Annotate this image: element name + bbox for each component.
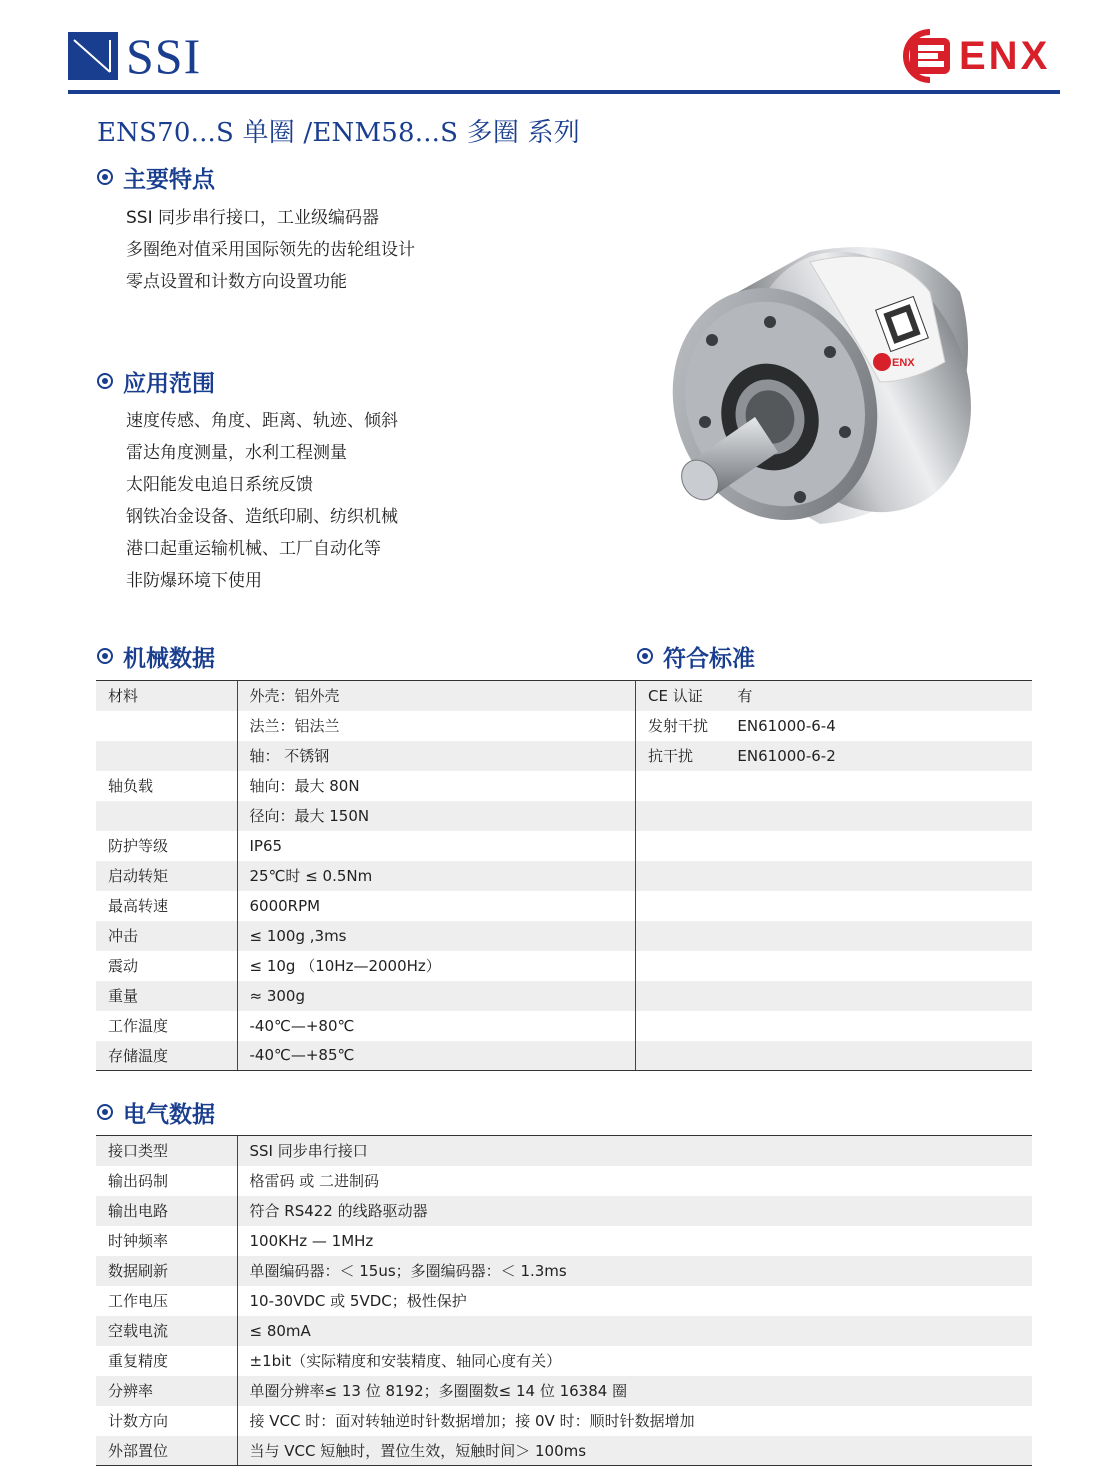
list-item: 港口起重运输机械、工厂自动化等 xyxy=(126,539,381,559)
table-row xyxy=(96,1166,1032,1196)
header-rule xyxy=(68,90,1060,94)
table-cell-label: 防护等级 xyxy=(96,831,237,861)
list-item: 多圈绝对值采用国际领先的齿轮组设计 xyxy=(126,240,415,260)
bullet-icon xyxy=(97,373,113,389)
encoder-product-image xyxy=(660,232,978,532)
table-cell-label: 空载电流 xyxy=(96,1316,237,1346)
table-cell-label xyxy=(96,711,237,741)
table-cell-value: EN61000-6-4 xyxy=(737,711,1032,741)
table-cell-value: 格雷码 或 二进制码 xyxy=(237,1166,1032,1196)
table-cell-label xyxy=(636,891,738,921)
table-row xyxy=(96,1256,1032,1286)
table-cell-value: ≤ 10g （10Hz—2000Hz） xyxy=(237,951,635,981)
table-row xyxy=(96,771,635,801)
table-cell-label xyxy=(636,1011,738,1041)
table-cell-value: ≤ 80mA xyxy=(237,1316,1032,1346)
table-cell-value: 单圈编码器：＜ 15us；多圈编码器：＜ 1.3ms xyxy=(237,1256,1032,1286)
bullet-icon xyxy=(97,648,113,664)
table-cell-label: 工作电压 xyxy=(96,1286,237,1316)
list-item: SSI 同步串行接口，工业级编码器 xyxy=(126,208,379,228)
mechanical-table xyxy=(96,680,635,1071)
table-cell-label xyxy=(636,801,738,831)
table-cell-value: 外壳：铝外壳 xyxy=(237,681,635,711)
bullet-icon xyxy=(637,648,653,664)
table-row xyxy=(96,1316,1032,1346)
applications-heading xyxy=(97,366,215,396)
table-cell-label: CE 认证 xyxy=(636,681,738,711)
table-cell-label xyxy=(636,831,738,861)
table-row xyxy=(96,921,635,951)
table-cell-value: ≈ 300g xyxy=(237,981,635,1011)
table-cell-label: 分辨率 xyxy=(96,1376,237,1406)
table-row xyxy=(96,861,635,891)
table-cell-value xyxy=(737,771,1032,801)
table-cell-value xyxy=(737,861,1032,891)
table-cell-label xyxy=(636,771,738,801)
table-cell-value: 100KHz — 1MHz xyxy=(237,1226,1032,1256)
table-cell-value: IP65 xyxy=(237,831,635,861)
table-cell-label: 抗干扰 xyxy=(636,741,738,771)
table-cell-value: 轴向：最大 80N xyxy=(237,771,635,801)
table-cell-label: 外部置位 xyxy=(96,1436,237,1466)
table-row xyxy=(636,951,1033,981)
table-row xyxy=(96,981,635,1011)
bullet-icon xyxy=(97,1104,113,1120)
table-row xyxy=(636,1041,1033,1071)
table-cell-label: 存储温度 xyxy=(96,1041,237,1071)
table-cell-value: 25℃时 ≤ 0.5Nm xyxy=(237,861,635,891)
table-cell-value xyxy=(737,801,1032,831)
table-row xyxy=(96,1226,1032,1256)
table-cell-label: 材料 xyxy=(96,681,237,711)
table-row xyxy=(636,1011,1033,1041)
table-row xyxy=(636,771,1033,801)
table-row xyxy=(96,711,635,741)
table-row xyxy=(96,951,635,981)
table-cell-value xyxy=(737,1041,1032,1071)
table-cell-label xyxy=(636,1041,738,1071)
table-cell-label xyxy=(636,921,738,951)
svg-text:ENX: ENX xyxy=(892,357,915,369)
table-row xyxy=(96,801,635,831)
table-cell-value: SSI 同步串行接口 xyxy=(237,1136,1032,1166)
table-cell-value: -40℃—+80℃ xyxy=(237,1011,635,1041)
table-cell-value: ±1bit（实际精度和安装精度、轴同心度有关） xyxy=(237,1346,1032,1376)
table-row xyxy=(636,681,1033,711)
table-row xyxy=(96,1011,635,1041)
table-cell-label: 接口类型 xyxy=(96,1136,237,1166)
table-row xyxy=(96,1196,1032,1226)
standards-heading xyxy=(637,641,755,671)
table-cell-value: 10-30VDC 或 5VDC；极性保护 xyxy=(237,1286,1032,1316)
table-cell-value: 符合 RS422 的线路驱动器 xyxy=(237,1196,1032,1226)
applications-list xyxy=(126,405,398,597)
list-item: 非防爆环境下使用 xyxy=(126,571,262,591)
features-heading-text: 主要特点 xyxy=(123,166,215,193)
list-item: 速度传感、角度、距离、轨迹、倾斜 xyxy=(126,411,398,431)
table-cell-value xyxy=(737,921,1032,951)
table-row xyxy=(636,801,1033,831)
table-cell-value: 轴： 不锈钢 xyxy=(237,741,635,771)
table-cell-value: 径向：最大 150N xyxy=(237,801,635,831)
standards-table xyxy=(635,680,1032,1071)
ssi-mark-icon xyxy=(68,32,118,80)
table-cell-label: 启动转矩 xyxy=(96,861,237,891)
bullet-icon xyxy=(97,169,113,185)
enx-mark-icon xyxy=(896,28,958,84)
table-cell-label: 数据刷新 xyxy=(96,1256,237,1286)
features-heading xyxy=(97,162,215,192)
table-cell-label: 轴负载 xyxy=(96,771,237,801)
document-title: ENS70...S 单圈 /ENM58...S 多圈 系列 xyxy=(97,118,580,148)
table-cell-value: 法兰：铝法兰 xyxy=(237,711,635,741)
table-cell-label: 输出码制 xyxy=(96,1166,237,1196)
list-item: 太阳能发电追日系统反馈 xyxy=(126,475,313,495)
table-cell-label xyxy=(636,861,738,891)
mechanical-heading-text: 机械数据 xyxy=(123,645,215,672)
table-row xyxy=(636,711,1033,741)
ssi-brand-text: SSI xyxy=(126,28,202,84)
table-cell-label: 工作温度 xyxy=(96,1011,237,1041)
table-row xyxy=(96,681,635,711)
table-cell-label: 重量 xyxy=(96,981,237,1011)
table-row xyxy=(96,831,635,861)
table-row xyxy=(96,1436,1032,1466)
table-cell-value: -40℃—+85℃ xyxy=(237,1041,635,1071)
table-row xyxy=(96,1406,1032,1436)
table-cell-label: 震动 xyxy=(96,951,237,981)
table-cell-value: 接 VCC 时：面对转轴逆时针数据增加；接 0V 时：顺时针数据增加 xyxy=(237,1406,1032,1436)
table-row xyxy=(636,741,1033,771)
table-row xyxy=(636,861,1033,891)
table-cell-label xyxy=(96,741,237,771)
table-row xyxy=(636,831,1033,861)
table-cell-label: 冲击 xyxy=(96,921,237,951)
table-row xyxy=(96,891,635,921)
table-cell-label xyxy=(96,801,237,831)
list-item: 零点设置和计数方向设置功能 xyxy=(126,272,347,292)
table-cell-label xyxy=(636,951,738,981)
electrical-table xyxy=(96,1135,1032,1466)
table-row xyxy=(636,981,1033,1011)
table-row xyxy=(636,891,1033,921)
table-cell-value: 当与 VCC 短触时，置位生效，短触时间＞ 100ms xyxy=(237,1436,1032,1466)
table-cell-value: 单圈分辨率≤ 13 位 8192；多圈圈数≤ 14 位 16384 圈 xyxy=(237,1376,1032,1406)
table-cell-value xyxy=(737,891,1032,921)
table-cell-label: 最高转速 xyxy=(96,891,237,921)
table-row xyxy=(96,741,635,771)
standards-heading-text: 符合标准 xyxy=(663,645,755,672)
table-cell-value xyxy=(737,951,1032,981)
table-cell-value xyxy=(737,981,1032,1011)
table-cell-value: 有 xyxy=(737,681,1032,711)
table-cell-label: 输出电路 xyxy=(96,1196,237,1226)
table-cell-value: EN61000-6-2 xyxy=(737,741,1032,771)
table-cell-label: 计数方向 xyxy=(96,1406,237,1436)
table-row xyxy=(96,1136,1032,1166)
electrical-heading-text: 电气数据 xyxy=(123,1101,215,1128)
table-cell-label: 重复精度 xyxy=(96,1346,237,1376)
list-item: 钢铁冶金设备、造纸印刷、纺织机械 xyxy=(126,507,398,527)
electrical-heading xyxy=(97,1097,215,1127)
table-cell-label xyxy=(636,981,738,1011)
enx-brand-text: ENX xyxy=(959,34,1051,78)
table-cell-label: 发射干扰 xyxy=(636,711,738,741)
table-row xyxy=(636,921,1033,951)
enx-logo xyxy=(896,28,1050,84)
table-cell-value xyxy=(737,831,1032,861)
list-item: 雷达角度测量，水利工程测量 xyxy=(126,443,347,463)
table-row xyxy=(96,1346,1032,1376)
table-row xyxy=(96,1376,1032,1406)
ssi-logo xyxy=(68,28,202,84)
applications-heading-text: 应用范围 xyxy=(123,370,215,397)
table-cell-value: ≤ 100g ,3ms xyxy=(237,921,635,951)
table-cell-value xyxy=(737,1011,1032,1041)
table-row xyxy=(96,1286,1032,1316)
table-cell-value: 6000RPM xyxy=(237,891,635,921)
table-cell-label: 时钟频率 xyxy=(96,1226,237,1256)
features-list xyxy=(126,202,415,298)
mechanical-heading xyxy=(97,641,215,671)
table-row xyxy=(96,1041,635,1071)
